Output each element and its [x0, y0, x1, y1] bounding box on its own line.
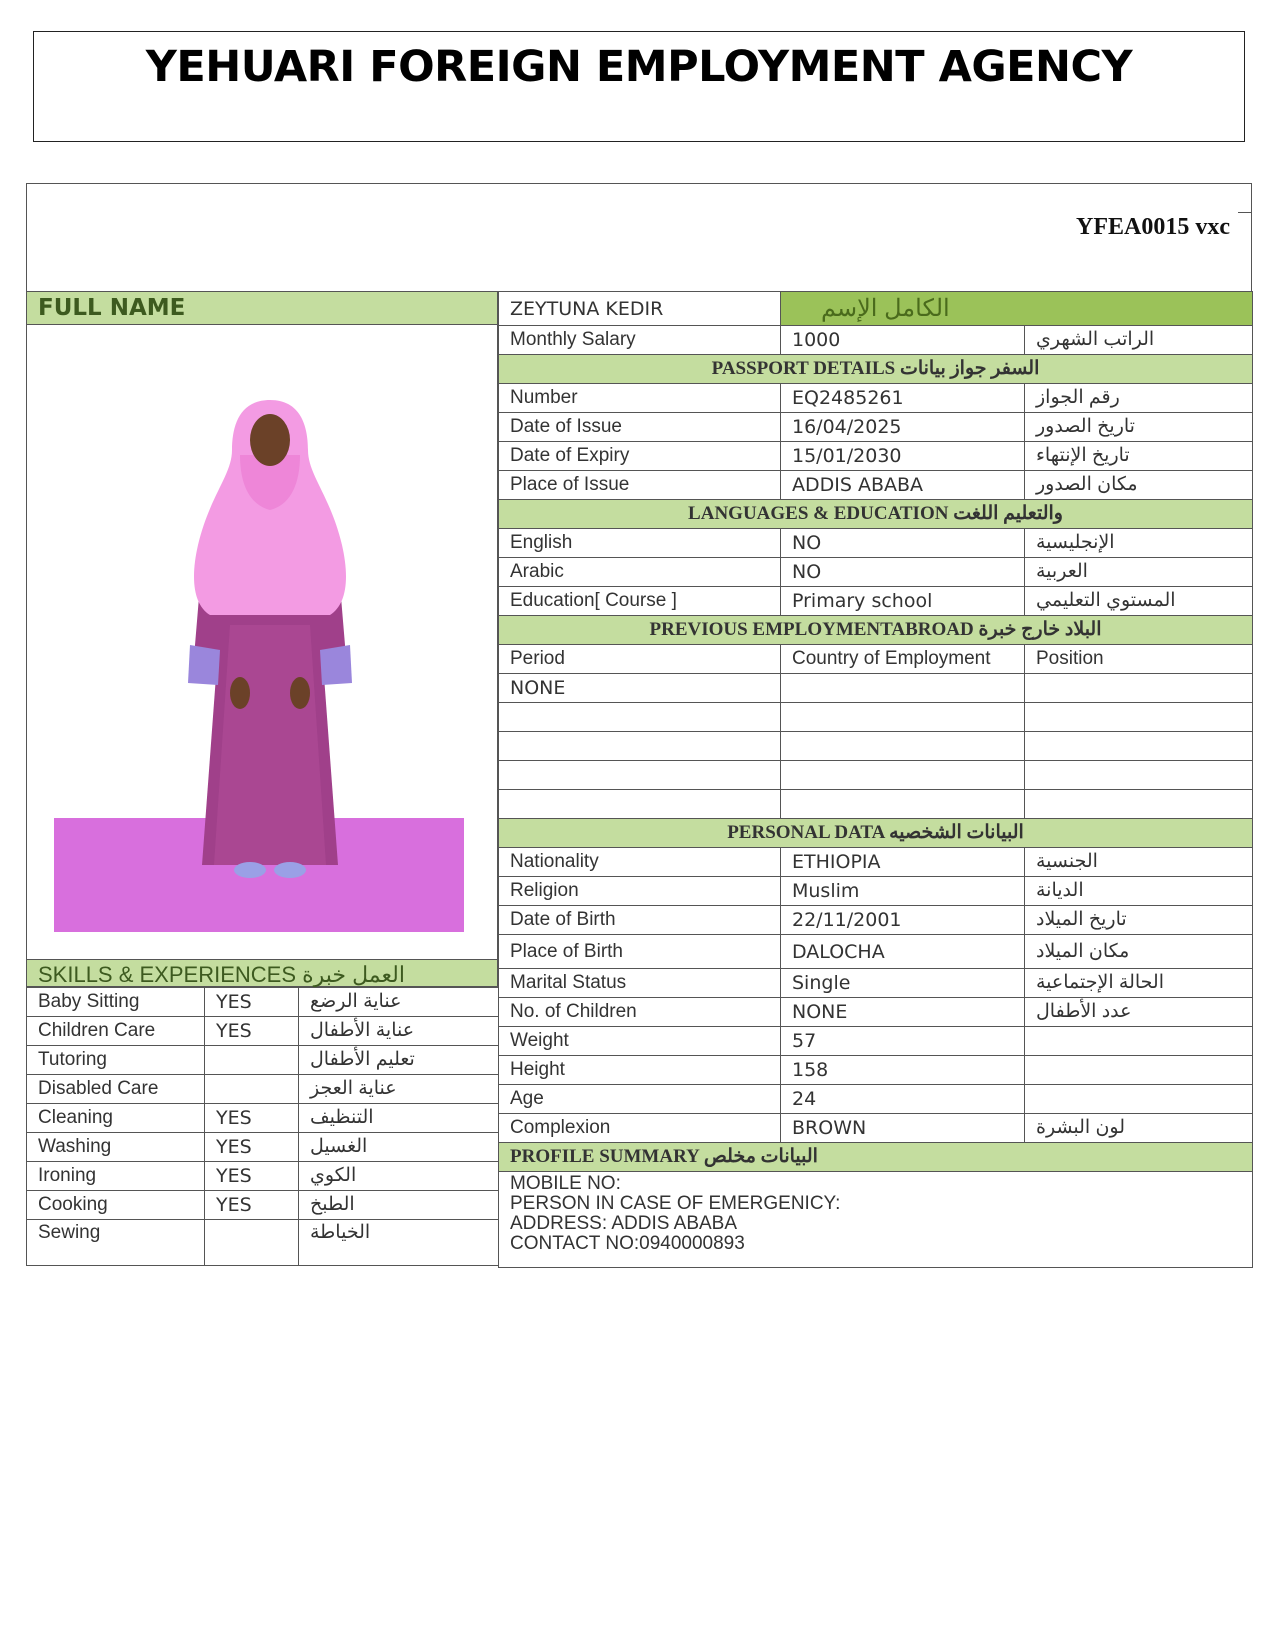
personal-section-title: PERSONAL DATA البيانات الشخصيه — [499, 819, 1253, 848]
personal-arabic: مكان الميلاد — [1025, 935, 1253, 969]
table-row — [27, 1133, 499, 1162]
employment-cell — [499, 703, 781, 732]
table-row — [27, 1046, 499, 1075]
salary-value: 1000 — [781, 326, 1025, 355]
personal-label: Complexion — [499, 1114, 781, 1143]
skill-arabic: تعليم الأطفال — [299, 1046, 499, 1075]
table-row — [499, 790, 1253, 819]
skill-arabic: عناية العجز — [299, 1075, 499, 1104]
personal-label: Marital Status — [499, 969, 781, 998]
full-name-arabic: الكامل الإسم — [781, 292, 1253, 326]
personal-label: Nationality — [499, 848, 781, 877]
table-row — [499, 969, 1253, 998]
profile-line: MOBILE NO: — [510, 1173, 621, 1194]
passport-value: ADDIS ABABA — [781, 471, 1025, 500]
language-value: NO — [781, 558, 1025, 587]
language-value: NO — [781, 529, 1025, 558]
table-row — [27, 1220, 499, 1266]
profile-line: ADDRESS: ADDIS ABABA — [510, 1213, 738, 1234]
personal-label: Weight — [499, 1027, 781, 1056]
employment-cell — [1025, 790, 1253, 819]
table-row — [499, 703, 1253, 732]
full-name-label: FULL NAME — [26, 291, 498, 325]
table-row — [499, 848, 1253, 877]
skill-label: Sewing — [27, 1220, 205, 1266]
table-row — [27, 1017, 499, 1046]
ref-divider — [1238, 212, 1252, 213]
skill-arabic: الخياطة — [299, 1220, 499, 1266]
table-row — [499, 935, 1253, 969]
personal-arabic: عدد الأطفال — [1025, 998, 1253, 1027]
personal-label: Date of Birth — [499, 906, 781, 935]
skill-value: YES — [205, 1017, 299, 1046]
passport-arabic: تاريخ الصدور — [1025, 413, 1253, 442]
passport-value: 16/04/2025 — [781, 413, 1025, 442]
table-row — [499, 732, 1253, 761]
language-arabic: المستوي التعليمي — [1025, 587, 1253, 616]
table-row — [499, 471, 1253, 500]
personal-label: No. of Children — [499, 998, 781, 1027]
ref-divider-vertical — [1251, 183, 1252, 291]
profile-summary — [499, 1172, 1253, 1268]
employment-cell — [1025, 761, 1253, 790]
skills-section-title: SKILLS & EXPERIENCES العمل خبرة — [26, 959, 498, 987]
table-row — [27, 988, 499, 1017]
table-row — [499, 529, 1253, 558]
personal-label: Height — [499, 1056, 781, 1085]
table-row — [499, 998, 1253, 1027]
employment-cell — [781, 790, 1025, 819]
personal-value: Muslim — [781, 877, 1025, 906]
details-table — [498, 291, 1253, 1268]
passport-arabic: مكان الصدور — [1025, 471, 1253, 500]
skill-arabic: الغسيل — [299, 1133, 499, 1162]
personal-value: 57 — [781, 1027, 1025, 1056]
skill-label: Tutoring — [27, 1046, 205, 1075]
table-row — [499, 587, 1253, 616]
personal-label: Place of Birth — [499, 935, 781, 969]
skill-arabic: عناية الأطفال — [299, 1017, 499, 1046]
personal-arabic: الجنسية — [1025, 848, 1253, 877]
table-row — [499, 1114, 1253, 1143]
language-arabic: الإنجليسية — [1025, 529, 1253, 558]
personal-value: ETHIOPIA — [781, 848, 1025, 877]
personal-arabic: الديانة — [1025, 877, 1253, 906]
table-row — [499, 877, 1253, 906]
passport-label: Place of Issue — [499, 471, 781, 500]
skill-value — [205, 1046, 299, 1075]
salary-label: Monthly Salary — [499, 326, 781, 355]
employment-column-header: Country of Employment — [781, 645, 1025, 674]
passport-section-title: PASSPORT DETAILS السفر جواز بيانات — [499, 355, 1253, 384]
skills-table — [26, 987, 499, 1266]
personal-value: 158 — [781, 1056, 1025, 1085]
personal-value: 24 — [781, 1085, 1025, 1114]
employment-cell — [1025, 674, 1253, 703]
skill-value — [205, 1075, 299, 1104]
personal-arabic — [1025, 1056, 1253, 1085]
passport-value: EQ2485261 — [781, 384, 1025, 413]
passport-arabic: رقم الجواز — [1025, 384, 1253, 413]
personal-value: DALOCHA — [781, 935, 1025, 969]
personal-arabic: الحالة الإجتماعية — [1025, 969, 1253, 998]
employment-cell — [1025, 703, 1253, 732]
table-row — [499, 413, 1253, 442]
skill-label: Children Care — [27, 1017, 205, 1046]
table-row — [27, 1104, 499, 1133]
employment-cell — [499, 732, 781, 761]
skill-label: Disabled Care — [27, 1075, 205, 1104]
table-row — [499, 442, 1253, 471]
table-row — [499, 906, 1253, 935]
skill-value: YES — [205, 1133, 299, 1162]
language-value: Primary school — [781, 587, 1025, 616]
table-row — [27, 1075, 499, 1104]
skill-arabic: عناية الرضع — [299, 988, 499, 1017]
skill-arabic: الطبخ — [299, 1191, 499, 1220]
table-row — [499, 384, 1253, 413]
passport-label: Date of Expiry — [499, 442, 781, 471]
employment-cell — [781, 732, 1025, 761]
skill-value: YES — [205, 1104, 299, 1133]
candidate-photo — [170, 395, 370, 905]
passport-value: 15/01/2030 — [781, 442, 1025, 471]
table-row — [27, 1191, 499, 1220]
personal-arabic: لون البشرة — [1025, 1114, 1253, 1143]
employment-cell — [499, 761, 781, 790]
skill-value: YES — [205, 1191, 299, 1220]
employment-cell — [499, 790, 781, 819]
employment-cell — [781, 703, 1025, 732]
personal-arabic: تاريخ الميلاد — [1025, 906, 1253, 935]
skill-label: Ironing — [27, 1162, 205, 1191]
employment-cell — [1025, 732, 1253, 761]
table-row — [27, 1162, 499, 1191]
table-row — [499, 1027, 1253, 1056]
employment-cell — [781, 761, 1025, 790]
skill-label: Cooking — [27, 1191, 205, 1220]
employment-cell: NONE — [499, 674, 781, 703]
employment-column-header: Position — [1025, 645, 1253, 674]
language-label: Education[ Course ] — [499, 587, 781, 616]
personal-arabic — [1025, 1027, 1253, 1056]
language-label: English — [499, 529, 781, 558]
salary-arabic: الراتب الشهري — [1025, 326, 1253, 355]
table-row — [499, 1056, 1253, 1085]
table-row — [499, 674, 1253, 703]
table-row — [499, 645, 1253, 674]
skill-label: Washing — [27, 1133, 205, 1162]
personal-label: Religion — [499, 877, 781, 906]
skill-arabic: الكوي — [299, 1162, 499, 1191]
employment-column-header: Period — [499, 645, 781, 674]
language-arabic: العربية — [1025, 558, 1253, 587]
personal-value: NONE — [781, 998, 1025, 1027]
language-label: Arabic — [499, 558, 781, 587]
table-row — [499, 761, 1253, 790]
personal-value: 22/11/2001 — [781, 906, 1025, 935]
agency-title: YEHUARI FOREIGN EMPLOYMENT AGENCY — [145, 42, 1133, 92]
skill-value: YES — [205, 988, 299, 1017]
skill-label: Cleaning — [27, 1104, 205, 1133]
personal-value: Single — [781, 969, 1025, 998]
personal-arabic — [1025, 1085, 1253, 1114]
profile-section-title: PROFILE SUMMARY البيانات مخلص — [499, 1143, 1253, 1172]
profile-line: PERSON IN CASE OF EMERGENICY: — [510, 1193, 841, 1214]
personal-value: BROWN — [781, 1114, 1025, 1143]
skill-label: Baby Sitting — [27, 988, 205, 1017]
table-row — [499, 558, 1253, 587]
personal-label: Age — [499, 1085, 781, 1114]
passport-label: Date of Issue — [499, 413, 781, 442]
skill-value — [205, 1220, 299, 1266]
skill-arabic: التنظيف — [299, 1104, 499, 1133]
skill-value: YES — [205, 1162, 299, 1191]
languages-section-title: LANGUAGES & EDUCATION والتعليم اللغت — [499, 500, 1253, 529]
employment-cell — [781, 674, 1025, 703]
reference-code: YFEA0015 vxc — [1076, 214, 1230, 240]
passport-arabic: تاريخ الإنتهاء — [1025, 442, 1253, 471]
table-row — [499, 1085, 1253, 1114]
full-name-value: ZEYTUNA KEDIR — [499, 292, 781, 326]
profile-line: CONTACT NO:0940000893 — [510, 1233, 745, 1254]
employment-section-title: PREVIOUS EMPLOYMENTABROAD البلاد خارج خبرة — [499, 616, 1253, 645]
passport-label: Number — [499, 384, 781, 413]
